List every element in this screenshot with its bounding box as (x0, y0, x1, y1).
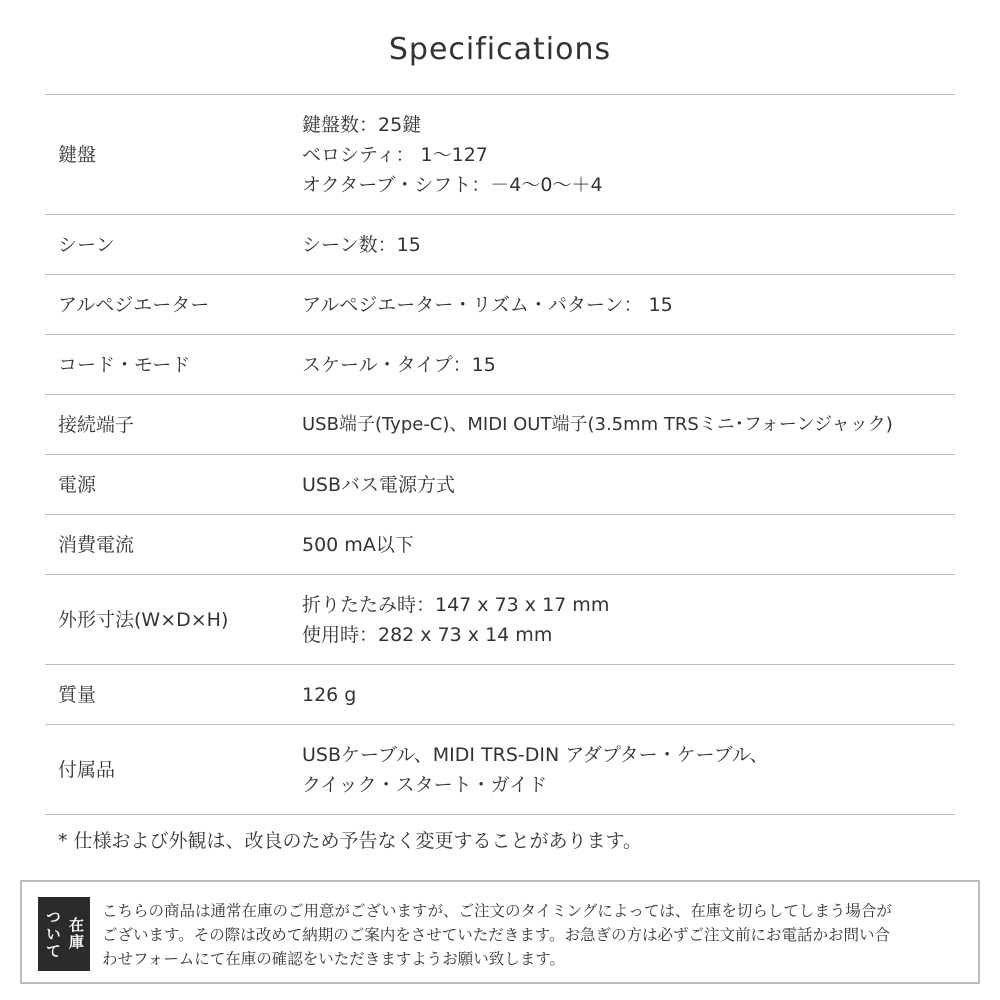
stock-notice-text (102, 899, 972, 971)
badge-text: ついて (44, 908, 62, 960)
spec-row-keyboard (45, 95, 955, 215)
spec-value (302, 530, 955, 560)
spec-row-dimensions (45, 575, 955, 665)
spec-value (302, 740, 955, 800)
page-title: Specifications (388, 32, 612, 67)
stock-notice-badge (38, 897, 90, 971)
spec-label: アルペジエーター (58, 293, 210, 316)
spec-value-line: アルペジエーター・リズム・パターン： 15 (302, 293, 673, 316)
spec-value (302, 350, 955, 380)
spec-value-line: 鍵盤数：25鍵 (302, 113, 422, 136)
spec-value (302, 110, 955, 200)
spec-row-scene (45, 215, 955, 275)
spec-row-connectors (45, 395, 955, 455)
spec-label: 接続端子 (58, 413, 135, 436)
spec-table (45, 94, 955, 815)
spec-value-line: 126 g (302, 683, 357, 706)
stock-notice-line: わせフォームにて在庫の確認をいただきますようお願い致します。 (102, 950, 565, 968)
spec-value (302, 590, 955, 650)
spec-row-chord-mode (45, 335, 955, 395)
spec-value-line: USB端子(Type-C)、MIDI OUT端子(3.5mm TRSミニ･フォーンジャック) (302, 413, 893, 435)
spec-label: 鍵盤 (58, 143, 97, 166)
spec-value (302, 230, 955, 260)
stock-notice-line: こちらの商品は通常在庫のご用意がございますが、ご注文のタイミングによっては、在庫を切らしてしまう場合が (102, 902, 892, 920)
spec-value-line: スケール・タイプ：15 (302, 353, 496, 376)
spec-label: 質量 (58, 683, 97, 706)
spec-value (302, 290, 955, 320)
spec-value-line: クイック・スタート・ガイド (302, 773, 548, 796)
spec-label: 消費電流 (58, 533, 135, 556)
spec-row-arpeggiator (45, 275, 955, 335)
spec-row-accessories (45, 725, 955, 815)
spec-row-power (45, 455, 955, 515)
spec-label: 付属品 (58, 758, 116, 781)
stock-notice-line: ございます。その際は改めて納期のご案内をさせていただきます。お急ぎの方は必ずご注文前にお電話かお問い合 (102, 926, 891, 944)
badge-text: 在庫 (67, 917, 85, 951)
spec-value (302, 410, 955, 440)
spec-value (302, 680, 955, 710)
spec-value-line: USBバス電源方式 (302, 473, 456, 496)
spec-value-line: 使用時：282 x 73 x 14 mm (302, 623, 553, 646)
spec-label: コード・モード (58, 353, 191, 376)
spec-value-line: シーン数：15 (302, 233, 421, 256)
stock-notice-box (20, 880, 980, 984)
spec-value-line: 折りたたみ時：147 x 73 x 17 mm (302, 593, 610, 616)
spec-row-weight (45, 665, 955, 725)
badge-column-left (43, 909, 62, 960)
spec-row-current (45, 515, 955, 575)
spec-value-line: 500 mA以下 (302, 533, 414, 556)
spec-value-line: USBケーブル、MIDI TRS-DIN アダプター・ケーブル、 (302, 743, 769, 766)
spec-label: 外形寸法(W×D×H) (58, 608, 229, 631)
spec-value-line: ベロシティ： 1〜127 (302, 143, 488, 166)
spec-value-line: オクターブ・シフト：－4〜0〜＋4 (302, 173, 603, 196)
spec-label: シーン (58, 233, 115, 256)
badge-column-right (66, 917, 85, 951)
spec-value (302, 470, 955, 500)
disclaimer-note: * 仕様および外観は、改良のため予告なく変更することがあります。 (58, 830, 643, 852)
spec-label: 電源 (58, 473, 97, 496)
